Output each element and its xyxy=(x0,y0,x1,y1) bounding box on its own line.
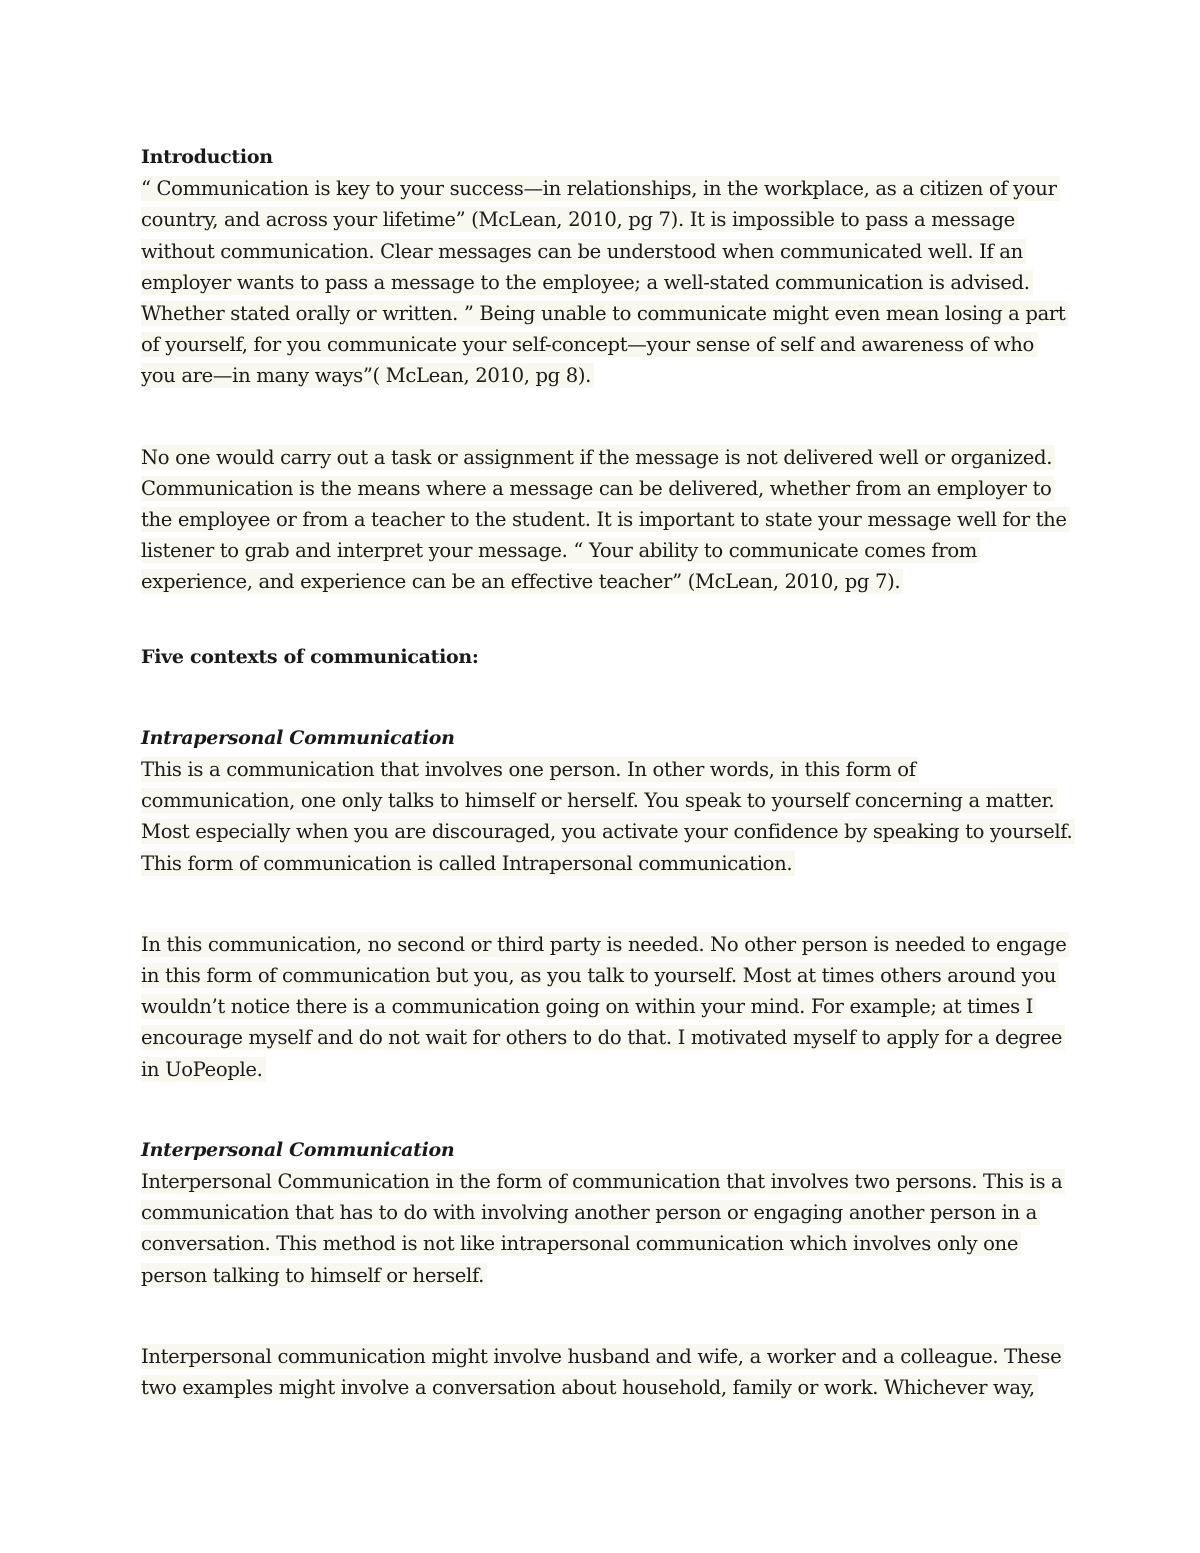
intro-p1-line: of yourself, for you communicate your self-concept—your sense of self and awareness of who xyxy=(141,332,1037,357)
intra-p2-line: in UoPeople. xyxy=(141,1057,266,1082)
intra-p1-line: Most especially when you are discouraged, you activate your confidence by speaking to yourself. xyxy=(141,819,1075,844)
inter-p1-line: person talking to himself or herself. xyxy=(141,1263,487,1288)
intro-p2-line: experience, and experience can be an effective teacher” (McLean, 2010, pg 7). xyxy=(141,569,903,594)
intro-p2-line: No one would carry out a task or assignment if the message is not delivered well or organized. xyxy=(141,445,1055,470)
contexts-heading: Five contexts of communication: xyxy=(141,645,479,668)
intro-p1-line: without communication. Clear messages can be understood when communicated well. If an xyxy=(141,239,1026,264)
intro-p1-line: Whether stated orally or written. ” Being unable to communicate might even mean losing a part xyxy=(141,301,1068,326)
intra-p1-line: communication, one only talks to himself or herself. You speak to yourself concerning a matter. xyxy=(141,788,1057,813)
intra-p2-line: encourage myself and do not wait for others to do that. I motivated myself to apply for a degree xyxy=(141,1025,1065,1050)
intro-paragraph-2 xyxy=(141,442,1071,598)
intra-p1-line: This is a communication that involves one person. In other words, in this form of xyxy=(141,757,919,782)
intro-paragraph-1 xyxy=(141,173,1071,391)
intro-p1-line: you are—in many ways”( McLean, 2010, pg 8). xyxy=(141,363,594,388)
intra-p2-line: in this form of communication but you, as you talk to yourself. Most at times others around you xyxy=(141,963,1059,988)
intro-p2-line: the employee or from a teacher to the student. It is important to state your message well for the xyxy=(141,507,1070,532)
intrapersonal-heading: Intrapersonal Communication xyxy=(141,726,455,749)
intro-p1-line: “ Communication is key to your success—in relationships, in the workplace, as a citizen of your xyxy=(141,176,1060,201)
interpersonal-paragraph-1 xyxy=(141,1166,1071,1291)
intrapersonal-paragraph-1 xyxy=(141,754,1071,879)
inter-p1-line: Interpersonal Communication in the form of communication that involves two persons. This is a xyxy=(141,1169,1065,1194)
intro-p2-line: listener to grab and interpret your message. “ Your ability to communicate comes from xyxy=(141,538,980,563)
document-page xyxy=(141,142,1071,1403)
intra-p1-line: This form of communication is called Intrapersonal communication. xyxy=(141,851,795,876)
intra-p2-line: In this communication, no second or third party is needed. No other person is needed to engage xyxy=(141,932,1069,957)
intro-p2-line: Communication is the means where a message can be delivered, whether from an employer to xyxy=(141,476,1054,501)
intra-p2-line: wouldn’t notice there is a communication going on within your mind. For example; at times I xyxy=(141,994,1036,1019)
interpersonal-paragraph-2 xyxy=(141,1341,1071,1403)
intrapersonal-paragraph-2 xyxy=(141,929,1071,1085)
inter-p1-line: conversation. This method is not like intrapersonal communication which involves only one xyxy=(141,1231,1021,1256)
intro-p1-line: country, and across your lifetime” (McLean, 2010, pg 7). It is impossible to pass a message xyxy=(141,207,1018,232)
intro-p1-line: employer wants to pass a message to the employee; a well-stated communication is advised. xyxy=(141,270,1033,295)
inter-p2-line: two examples might involve a conversation about household, family or work. Whichever way, xyxy=(141,1375,1038,1400)
interpersonal-heading: Interpersonal Communication xyxy=(141,1138,455,1161)
introduction-heading: Introduction xyxy=(141,146,273,168)
inter-p1-line: communication that has to do with involving another person or engaging another person in a xyxy=(141,1200,1040,1225)
inter-p2-line: Interpersonal communication might involve husband and wife, a worker and a colleague. These xyxy=(141,1344,1064,1369)
